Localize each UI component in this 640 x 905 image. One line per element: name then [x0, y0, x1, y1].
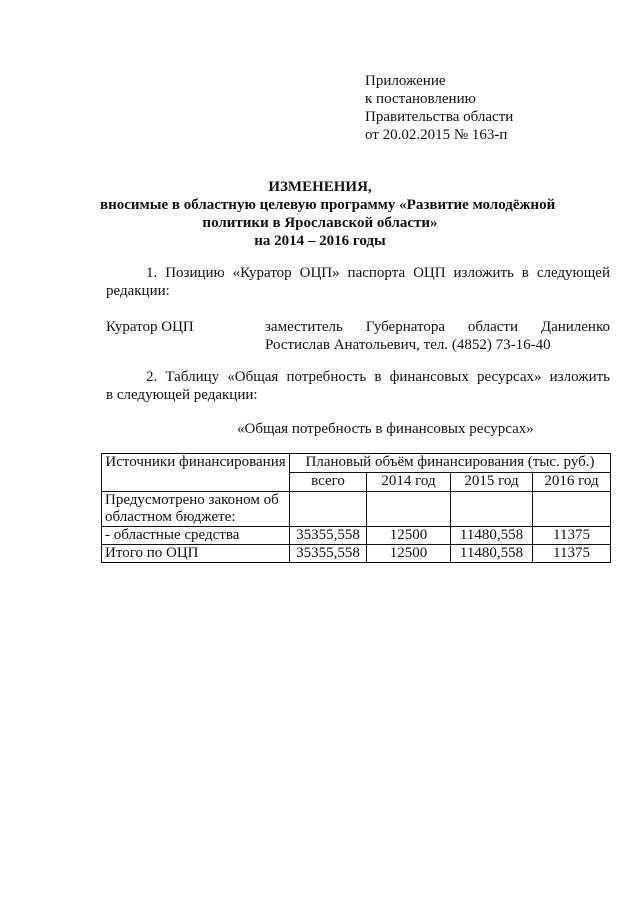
source-column-header: Источники финансирования	[102, 454, 290, 492]
year-2016-column-header: 2016 год	[533, 473, 611, 492]
section-row-label: Предусмотрено законом об областном бюджете:	[102, 492, 290, 527]
table-header-row	[102, 454, 611, 473]
row-label: - областные средства	[102, 527, 290, 545]
year-2014-column-header: 2014 год	[367, 473, 451, 492]
title-line-3: политики в Ярославской области»	[202, 215, 438, 231]
table-row	[102, 527, 611, 545]
title-line-1: ИЗМЕНЕНИЯ,	[268, 179, 372, 195]
total-column-header: всего	[290, 473, 367, 492]
item-2-paragraph	[106, 368, 610, 404]
table-cell: 35355,558	[290, 527, 367, 545]
table-cell: 11480,558	[451, 527, 533, 545]
table-cell	[533, 492, 611, 527]
table-cell: 12500	[367, 527, 451, 545]
title-line-4: на 2014 – 2016 годы	[254, 233, 386, 249]
table-cell: 35355,558	[290, 545, 367, 563]
item-2-continuation: в следующей редакции:	[106, 387, 258, 403]
table-cell	[367, 492, 451, 527]
item-2-first-line: 2. Таблицу «Общая потребность в финансовых ресурсах» изложить	[146, 369, 610, 385]
table-row	[102, 492, 611, 527]
year-2015-column-header: 2015 год	[451, 473, 533, 492]
table-cell	[451, 492, 533, 527]
title-line-2: вносимые в областную целевую программу «Развитие молодёжной	[100, 197, 556, 213]
table-cell: 12500	[367, 545, 451, 563]
table-cell: 11375	[533, 545, 611, 563]
appendix-header	[365, 72, 605, 144]
table-cell: 11480,558	[451, 545, 533, 563]
table-row	[102, 545, 611, 563]
appendix-line-2: к постановлению	[365, 91, 476, 107]
plan-column-header: Плановый объём финансирования (тыс. руб.)	[290, 454, 611, 473]
curator-label: Куратор ОЦП	[106, 319, 194, 335]
curator-value-line-2: Ростислав Анатольевич, тел. (4852) 73-16-40	[265, 337, 551, 353]
curator-value	[265, 318, 610, 354]
table-caption: «Общая потребность в финансовых ресурсах»	[237, 421, 534, 437]
table-cell: 11375	[533, 527, 611, 545]
financing-table	[101, 453, 611, 563]
appendix-line-3: Правительства области	[365, 109, 514, 125]
document-title	[100, 178, 556, 250]
row-label: Итого по ОЦП	[102, 545, 290, 563]
item-1-first-line: 1. Позицию «Куратор ОЦП» паспорта ОЦП изложить в следующей	[146, 265, 610, 281]
item-1-paragraph	[106, 264, 610, 300]
curator-value-line-1: заместитель Губернатора области Даниленко	[265, 319, 610, 335]
appendix-line-1: Приложение	[365, 73, 446, 89]
item-1-continuation: редакции:	[106, 283, 170, 299]
table-cell	[290, 492, 367, 527]
appendix-line-4: от 20.02.2015 № 163-п	[365, 127, 508, 143]
